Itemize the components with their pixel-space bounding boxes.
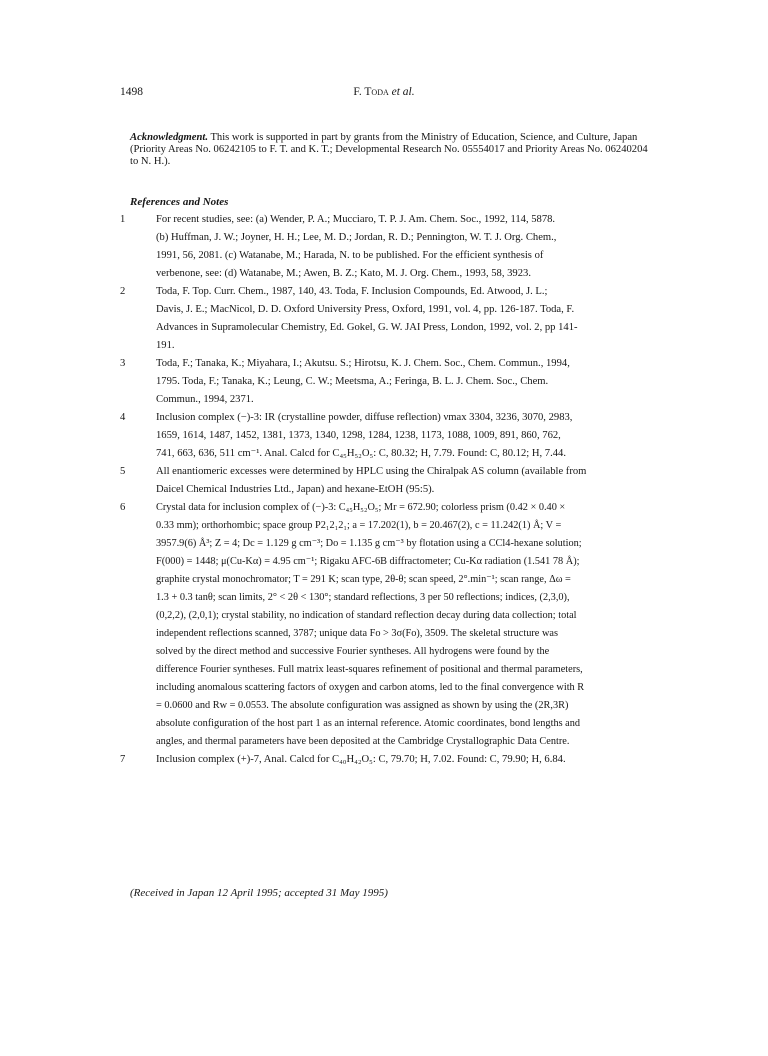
acknowledgment-text: This work is supported in part by grants from the Ministry of Education, Science, and Culture, Japan (Priority Areas No. 06242105 to F. T. and K. T.; Developmental Research No. 05554017 and Priority Areas No. 06240204 to N. H.). [130,132,648,168]
reference-line: absolute configuration of the host part 1 as an internal reference. Atomic coordinates, bond lengths and [156,718,581,729]
reference-line: 1.3 + 0.3 tanθ; scan limits, 2° < 2θ < 130°; standard reflections, 3 per 50 reflections; indices, (2,3,0), [156,592,570,603]
reference-body [156,409,666,463]
reference-line: solved by the direct method and successive Fourier syntheses. All hydrogens were found by the [156,646,550,657]
reference-line: 0.33 mm); orthorhombic; space group P2₁2₁2₁; a = 17.202(1), b = 20.467(2), c = 11.242(1) Å; V = [156,520,562,531]
running-head-suffix: et al. [391,86,415,98]
acknowledgment-heading: Acknowledgment. [130,132,208,143]
reference-line: All enantiomeric excesses were determined by HPLC using the Chiralpak AS column (available from [156,466,587,477]
reference-line: verbenone, see: (d) Watanabe, M.; Awen, B. Z.; Kato, M. J. Org. Chem., 1993, 58, 3923. [156,268,531,279]
reference-item [114,211,666,283]
reference-body [156,463,666,499]
page-header [0,86,768,102]
reference-body [156,499,666,751]
reference-line: = 0.0600 and Rw = 0.0553. The absolute configuration was assigned as shown by using the (2R,3R) [156,700,569,711]
reference-number: 4 [120,412,126,423]
reference-line: (b) Huffman, J. W.; Joyner, H. H.; Lee, M. D.; Jordan, R. D.; Pennington, W. T. J. Org. Chem., [156,232,557,243]
references-title: References and Notes [130,196,229,208]
reference-item [114,751,666,769]
reference-item [114,283,666,355]
reference-line: Crystal data for inclusion complex of (−)-3: C₄₅H₅₂O₅; Mr = 672.90; colorless prism (0.42 × 0.40 × [156,502,566,513]
reference-line: difference Fourier syntheses. Full matrix least-squares refinement of positional and thermal parameters, [156,664,583,675]
reference-number: 5 [120,466,126,477]
reference-body [156,751,666,769]
reference-item [114,409,666,463]
reference-item [114,355,666,409]
reference-number: 6 [120,502,126,513]
reference-line: Inclusion complex (−)-3: IR (crystalline powder, diffuse reflection) νmax 3304, 3236, 3070, 2983, [156,412,573,423]
reference-number: 3 [120,358,126,369]
reference-number: 1 [120,214,126,225]
reference-line: (0,2,2), (2,0,1); crystal stability, no indication of standard reflection decay during data collection; total [156,610,577,621]
reference-line: Daicel Chemical Industries Ltd., Japan) and hexane-EtOH (95:5). [156,484,435,495]
reference-body [156,211,666,283]
reference-body [156,283,666,355]
reference-line: 741, 663, 636, 511 cm⁻¹. Anal. Calcd for C₄₅H₅₂O₅: C, 80.32; H, 7.79. Found: C, 80.12; H, 7.44. [156,448,566,459]
reference-line: graphite crystal monochromator; T = 291 K; scan type, 2θ-θ; scan speed, 2°.min⁻¹; scan range, Δω = [156,574,571,585]
running-head-author: F. Toda [353,86,389,98]
reference-line: Toda, F. Top. Curr. Chem., 1987, 140, 43. Toda, F. Inclusion Compounds, Ed. Atwood, J. L.; [156,286,548,297]
acknowledgment [130,132,656,169]
reference-line: Toda, F.; Tanaka, K.; Miyahara, I.; Akutsu. S.; Hirotsu, K. J. Chem. Soc., Chem. Commun., 1994, [156,358,570,369]
reference-line: independent reflections scanned, 3787; unique data Fo > 3σ(Fo), 3509. The skeletal structure was [156,628,558,639]
received-line: (Received in Japan 12 April 1995; accepted 31 May 1995) [130,887,388,899]
reference-line: Advances in Supramolecular Chemistry, Ed. Gokel, G. W. JAI Press, London, 1992, vol. 2, pp 141- [156,322,578,333]
reference-line: Davis, J. E.; MacNicol, D. D. Oxford University Press, Oxford, 1991, vol. 4, pp. 126-187. Toda, F. [156,304,575,315]
reference-line: 191. [156,340,175,351]
reference-line: 3957.9(6) Å³; Z = 4; Dc = 1.129 g cm⁻³; Do = 1.135 g cm⁻³ by flotation using a CCl4-hexane solution; [156,538,582,549]
reference-line: angles, and thermal parameters have been deposited at the Cambridge Crystallographic Data Centre. [156,736,570,747]
reference-body [156,355,666,409]
reference-line: Inclusion complex (+)-7, Anal. Calcd for C₄₀H₄₂O₅: C, 79.70; H, 7.02. Found: C, 79.90; H, 6.84. [156,754,566,765]
reference-line: F(000) = 1448; μ(Cu-Kα) = 4.95 cm⁻¹; Rigaku AFC-6B diffractometer; Cu-Kα radiation (1.541 78 Å); [156,556,580,567]
reference-item [114,463,666,499]
reference-number: 7 [120,754,126,765]
reference-line: 1795. Toda, F.; Tanaka, K.; Leung, C. W.; Meetsma, A.; Feringa, B. L. J. Chem. Soc., Chem. [156,376,549,387]
reference-line: including anomalous scattering factors of oxygen and carbon atoms, led to the final convergence with R [156,682,585,693]
references-list [114,211,666,769]
reference-line: 1991, 56, 2081. (c) Watanabe, M.; Harada, N. to be published. For the efficient synthesis of [156,250,544,261]
reference-number: 2 [120,286,126,297]
reference-line: Commun., 1994, 2371. [156,394,254,405]
reference-line: For recent studies, see: (a) Wender, P. A.; Mucciaro, T. P. J. Am. Chem. Soc., 1992, 114, 5878. [156,214,556,225]
running-head [0,86,768,98]
reference-item [114,499,666,751]
reference-line: 1659, 1614, 1487, 1452, 1381, 1373, 1340, 1298, 1284, 1238, 1173, 1088, 1009, 891, 860, 762, [156,430,561,441]
page-number: 1498 [120,86,143,98]
